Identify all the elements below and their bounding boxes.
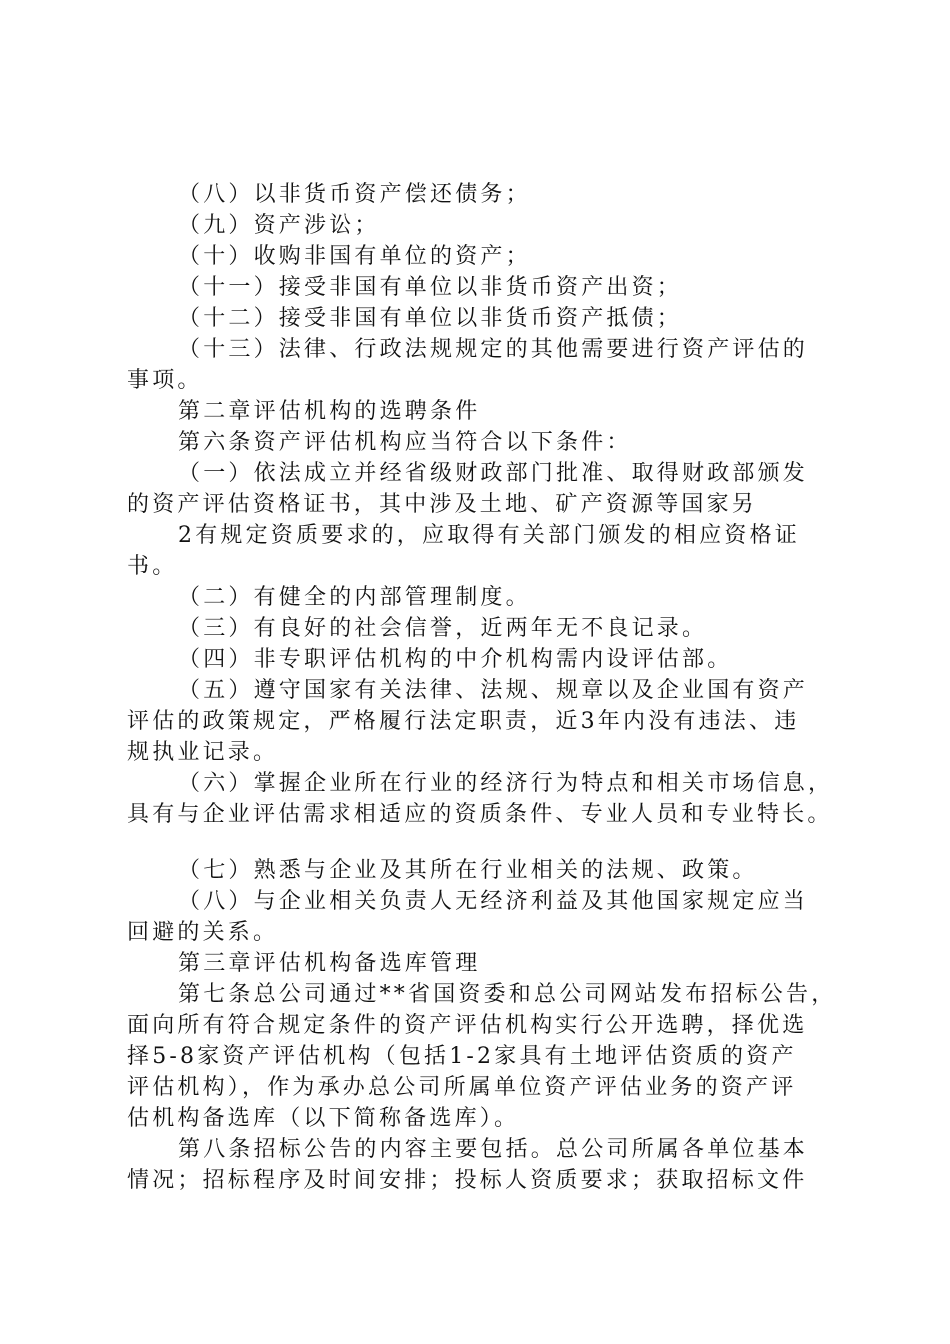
article-line: 第七条总公司通过**省国资委和总公司网站发布招标公告， [178,982,837,1007]
text-line: 择5-8家资产评估机构（包括1-2家具有土地评估资质的资产 [127,1044,797,1069]
text-line: （五）遵守国家有关法律、法规、规章以及企业国有资产 [178,678,809,703]
text-line: （八）以非货币资产偿还债务； [178,182,531,207]
text-line: （十二）接受非国有单位以非货币资产抵债； [178,306,683,331]
article-line: 第八条招标公告的内容主要包括。总公司所属各单位基本 [178,1137,809,1162]
text-line: （二）有健全的内部管理制度。 [178,585,531,610]
text-line: （十三）法律、行政法规规定的其他需要进行资产评估的 [178,337,809,362]
text-line: 规执业记录。 [127,740,279,765]
text-line: （七）熟悉与企业及其所在行业相关的法规、政策。 [178,858,758,883]
text-line: 评估机构），作为承办总公司所属单位资产评估业务的资产评 [127,1075,797,1100]
text-line: 事项。 [127,368,203,393]
text-line: 评估的政策规定，严格履行法定职责，近3年内没有违法、违 [127,709,800,734]
text-line: （十）收购非国有单位的资产； [178,244,531,269]
text-line: 2有规定资质要求的，应取得有关部门颁发的相应资格证 [178,523,800,548]
text-line: （一）依法成立并经省级财政部门批准、取得财政部颁发 [178,461,809,486]
text-line: 书。 [127,554,178,579]
article-line: 第六条资产评估机构应当符合以下条件： [178,430,632,455]
text-line: （六）掌握企业所在行业的经济行为特点和相关市场信息， [178,771,834,796]
text-line: （八）与企业相关负责人无经济利益及其他国家规定应当 [178,889,809,914]
text-line: 面向所有符合规定条件的资产评估机构实行公开选聘，择优选 [127,1013,808,1038]
text-line: 具有与企业评估需求相适应的资质条件、专业人员和专业特长。 [127,802,833,827]
text-line: （九）资产涉讼； [178,213,380,238]
chapter-heading: 第三章评估机构备选库管理 [178,951,481,976]
text-line: 的资产评估资格证书，其中涉及土地、矿产资源等国家另 [127,492,758,517]
text-line: 情况；招标程序及时间安排；投标人资质要求；获取招标文件 [127,1168,808,1193]
text-line: 回避的关系。 [127,920,279,945]
text-line: 估机构备选库（以下简称备选库）。 [127,1106,520,1131]
text-line: （十一）接受非国有单位以非货币资产出资； [178,275,683,300]
chapter-heading: 第二章评估机构的选聘条件 [178,399,481,424]
text-line: （三）有良好的社会信誉，近两年无不良记录。 [178,616,708,641]
text-line: （四）非专职评估机构的中介机构需内设评估部。 [178,647,733,672]
